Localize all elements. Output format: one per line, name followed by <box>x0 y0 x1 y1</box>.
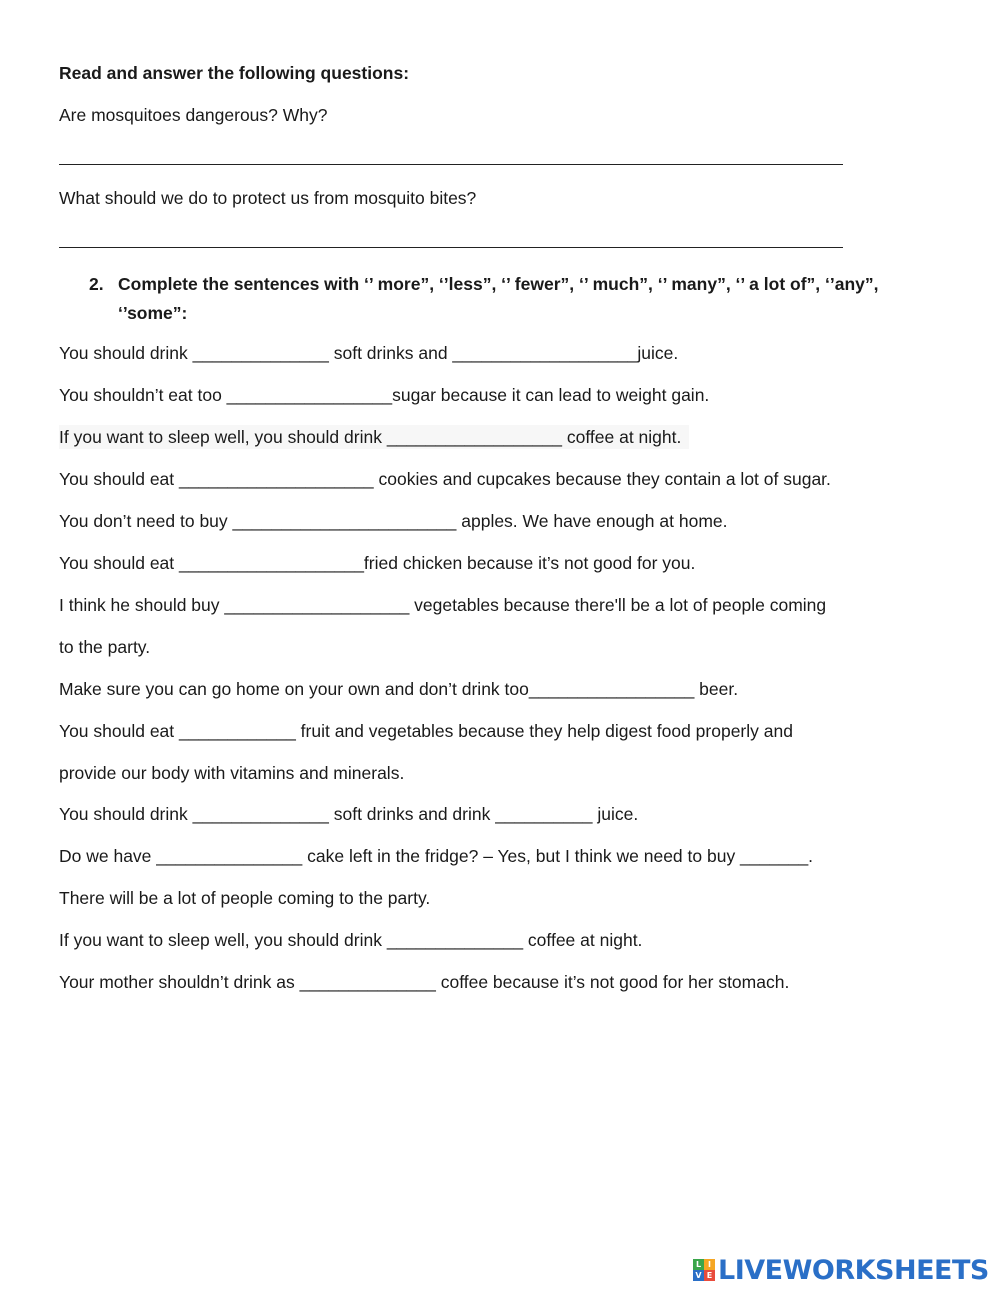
question-1: Are mosquitoes dangerous? Why? <box>59 105 328 125</box>
sentence-8: Make sure you can go home on your own and don’t drink too_________________ beer. <box>59 679 739 699</box>
sentence-11: Do we have _______________ cake left in the fridge? – Yes, but I think we need to buy _______. <box>59 846 814 866</box>
sentence-11-continued: There will be a lot of people coming to the party. <box>59 888 431 908</box>
logo-badge-letter: E <box>704 1270 715 1281</box>
sentence-9: You should eat ____________ fruit and vegetables because they help digest food properly and <box>59 721 793 741</box>
exercise-instruction-text: Complete the sentences with ‘’ more”, ‘’less”, ‘’ fewer”, ‘’ much”, ‘’ many”, ‘’ a lot of”, ‘’any”, ‘’some”: <box>118 274 879 323</box>
logo-badge-letter: I <box>704 1259 715 1270</box>
sentence-1: You should drink ______________ soft drinks and ___________________juice. <box>59 343 679 363</box>
sentence-2: You shouldn’t eat too _________________sugar because it can lead to weight gain. <box>59 385 710 405</box>
sentence-7: I think he should buy ___________________ vegetables because there'll be a lot of people coming <box>59 595 827 615</box>
answer-line-1[interactable] <box>59 163 843 165</box>
logo-badge-letter: L <box>693 1259 704 1270</box>
sentence-4: You should eat ____________________ cookies and cupcakes because they contain a lot of sugar. <box>59 469 831 489</box>
sentence-3: If you want to sleep well, you should drink __________________ coffee at night. <box>59 425 689 449</box>
logo-text: LIVEWORKSHEETS <box>718 1254 989 1286</box>
sentence-10: You should drink ______________ soft drinks and drink __________ juice. <box>59 804 639 824</box>
exercise-2-instruction <box>89 270 909 328</box>
sentence-12: If you want to sleep well, you should drink ______________ coffee at night. <box>59 930 643 950</box>
section-heading: Read and answer the following questions: <box>59 63 410 83</box>
liveworksheets-logo[interactable] <box>693 1255 989 1285</box>
sentence-9-continued: provide our body with vitamins and minerals. <box>59 763 405 783</box>
question-2: What should we do to protect us from mosquito bites? <box>59 188 477 208</box>
sentence-7-continued: to the party. <box>59 637 151 657</box>
sentence-13: Your mother shouldn’t drink as ______________ coffee because it’s not good for her stomach. <box>59 972 790 992</box>
exercise-number: 2. <box>89 274 104 294</box>
sentence-6: You should eat ___________________fried chicken because it’s not good for you. <box>59 553 696 573</box>
logo-badge-letter: V <box>693 1270 704 1281</box>
logo-badge-icon <box>693 1259 715 1281</box>
sentence-5: You don’t need to buy _______________________ apples. We have enough at home. <box>59 511 728 531</box>
answer-line-2[interactable] <box>59 246 843 248</box>
